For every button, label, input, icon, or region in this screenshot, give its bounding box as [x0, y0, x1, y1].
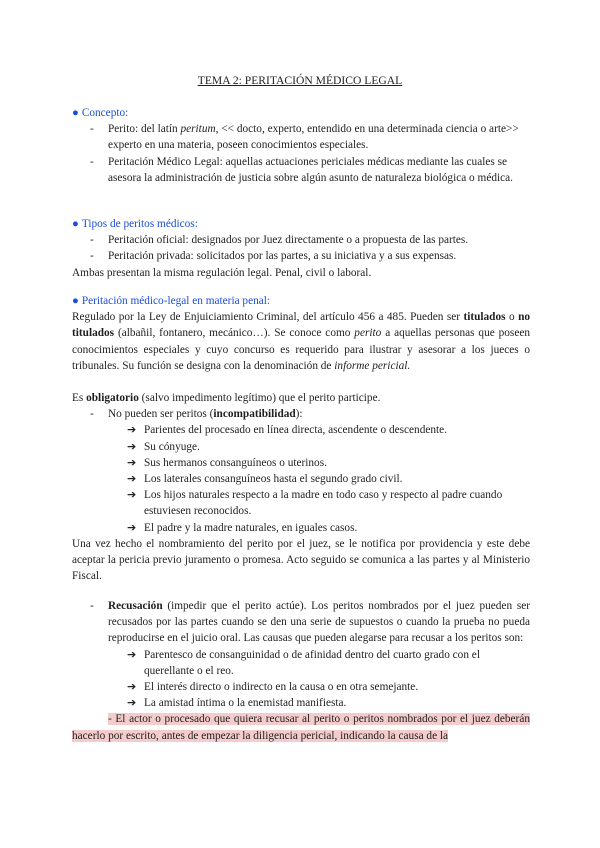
recusacion-arrow-item: ➔ La amistad íntima o la enemistad manifiesta.: [72, 695, 530, 711]
section-penal: [72, 293, 530, 374]
text-run: (albañil, fontanero, mecánico…). Se conoce como: [114, 327, 355, 340]
tipos-note: Ambas presentan la misma regulación legal. Penal, civil o laboral.: [72, 266, 372, 279]
incompat-item: [72, 406, 530, 422]
highlighted-text: - El actor o procesado que quiera recusar al perito o peritos nombrados por el juez deberán hacerlo por escrito, antes de empezar la diligencia pericial, indicando la causa de la: [72, 713, 530, 742]
incompat-arrow-item: ➔ Los laterales consanguíneos hasta el segundo grado civil.: [72, 471, 530, 487]
concepto-heading-text: Concepto:: [81, 107, 129, 119]
text-run: (salvo impedimento legítimo) que el perito participe.: [138, 392, 381, 404]
text-run: , << docto, experto, entendido en una determinada ciencia o arte>> experto en una materia, poseen conocimientos especiales.: [108, 123, 519, 152]
text-run: ):: [295, 408, 303, 421]
text-run: Es: [72, 392, 87, 404]
incompat-arrow-item: ➔ Sus hermanos consanguíneos o uterinos.: [72, 455, 530, 471]
tipos-item-oficial: - Peritación oficial: designados por Juez directamente o a propuesta de las partes.: [72, 232, 530, 248]
section-obligatorio: [72, 390, 530, 584]
text-run: Perito: del latín: [108, 123, 181, 136]
text-run-bold: obligatorio: [86, 392, 139, 404]
concepto-item-perito: [72, 121, 530, 153]
page-title: TEMA 2: PERITACIÓN MÉDICO LEGAL: [197, 74, 403, 87]
section-concepto: [72, 105, 530, 186]
incompat-arrow-item: ➔ El padre y la madre naturales, en iguales casos.: [72, 520, 530, 536]
text-run-italic: peritum: [180, 123, 216, 136]
text-run: (impedir que el perito actúe). Los peritos nombrados por el juez pueden ser recusados por las partes cuando se den una serie de supuestos o cuando la prueba no pueda reproducirse en el juicio oral. Las causas que pueden alegarse para recusar a los peritos son:: [108, 600, 530, 645]
bullet-icon: ●: [72, 107, 79, 119]
incompat-arrow-item: ➔ Los hijos naturales respecto a la madre en todo caso y respecto al padre cuando estuviesen reconocidos.: [72, 487, 530, 519]
recusacion-arrow-item: ➔ Parentesco de consanguinidad o de afinidad dentro del cuarto grado con el querellante o el reo.: [72, 647, 530, 679]
text-run-bold: titulados: [463, 311, 506, 324]
recusacion-highlight-paragraph: [72, 711, 530, 743]
penal-paragraph: [72, 309, 530, 374]
text-run: a aquellas personas que poseen conocimientos especiales y cuyo concurso es requerido para ilustrar y asesorar a los jueces o tribunales. Su función se designa con la denominación de: [72, 327, 530, 372]
text-run-italic: perito: [354, 327, 382, 340]
recusacion-arrow-item: ➔ El interés directo o indirecto en la causa o en otra semejante.: [72, 679, 530, 695]
bullet-icon: ●: [72, 295, 79, 307]
tipos-item-privada: - Peritación privada: solicitados por las partes, a su iniciativa y a sus expensas.: [72, 248, 530, 264]
text-run: Regulado por la Ley de Enjuiciamiento Criminal, del artículo 456 a 485. Pueden ser: [72, 311, 464, 324]
text-run-bold: incompatibilidad: [213, 408, 296, 421]
text-run: o: [505, 311, 519, 324]
text-run-italic: informe pericial.: [334, 359, 411, 372]
text-run: No pueden ser peritos (: [108, 408, 214, 421]
incompat-arrow-item: ➔ Su cónyuge.: [72, 439, 530, 455]
tipos-heading: [72, 216, 530, 232]
penal-heading-text: Peritación médico-legal en materia penal:: [81, 295, 271, 307]
text-run-bold: Recusación: [108, 600, 163, 612]
penal-heading: [72, 293, 530, 309]
concepto-heading: [72, 105, 530, 121]
section-recusacion: [72, 598, 530, 744]
text-run-bold: no titulados: [72, 311, 530, 340]
tipos-heading-text: Tipos de peritos médicos:: [81, 218, 198, 230]
incompat-arrow-item: ➔ Parientes del procesado en línea directa, ascendente o descendente.: [72, 422, 530, 438]
bullet-icon: ●: [72, 218, 79, 230]
nombramiento-paragraph: Una vez hecho el nombramiento del perito por el juez, se le notifica por providencia y este debe aceptar la pericia previo juramento o promesa. Acto seguido se comunica a las partes y al Ministerio Fiscal.: [72, 537, 530, 583]
recusacion-item: [72, 598, 530, 647]
section-tipos: [72, 216, 530, 281]
concepto-item-peritacion: - Peritación Médico Legal: aquellas actuaciones periciales médicas mediante las cuales se asesora la administración de justicia sobre algún asunto de naturaleza biológica o médica.: [72, 154, 530, 186]
obligatorio-line: [72, 390, 530, 406]
